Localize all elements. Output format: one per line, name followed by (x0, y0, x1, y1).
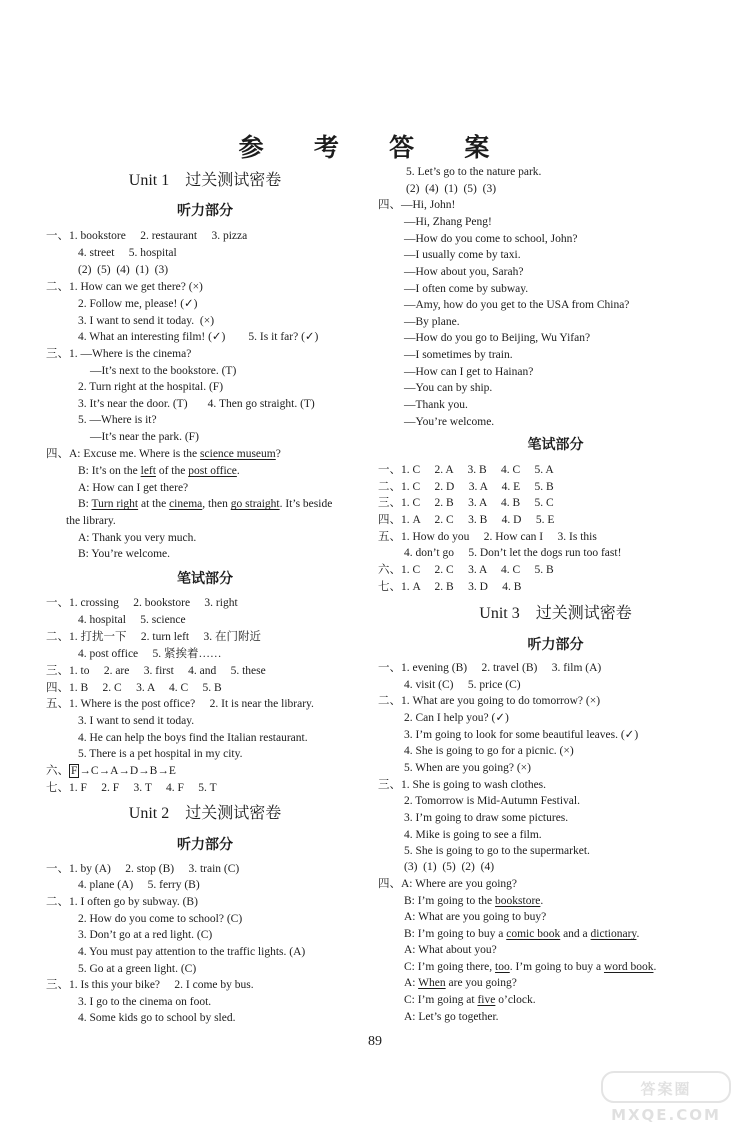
answer-line: 4. visit (C) 5. price (C) (404, 679, 521, 691)
answer-line: 二、1. 打扰一下 2. turn left 3. 在门附近 (46, 631, 261, 643)
watermark-logo (600, 1070, 732, 1126)
dialogue-line: B: I’m going to the bookstore. (404, 895, 544, 907)
answer-line: 一、1. by (A) 2. stop (B) 3. train (C) (46, 863, 240, 875)
answer-line: 二、1. How can we get there? (×) (46, 281, 203, 293)
dialogue-line: A: Let’s go together. (404, 1011, 499, 1023)
answer-line: 2. Follow me, please! (✓) (78, 298, 198, 310)
answer-line: 2. How do you come to school? (C) (78, 913, 243, 925)
dialogue-line: —I often come by subway. (404, 283, 529, 295)
answer-line: 七、1. F 2. F 3. T 4. F 5. T (46, 782, 217, 794)
dialogue-line: —How do you go to Beijing, Wu Yifan? (404, 332, 591, 344)
answer-line: 4. post office 5. 紧挨着…… (78, 648, 222, 660)
dialogue-line: C: I’m going at five o’clock. (404, 994, 536, 1006)
boxed-letter: F (71, 765, 78, 777)
answer-line: 3. It’s near the door. (T) 4. Then go straight. (T) (78, 398, 315, 410)
unit2-written-heading: 笔试部分 (527, 438, 584, 453)
answer-line: 五、1. Where is the post office? 2. It is near the library. (46, 698, 314, 710)
dialogue-line: —I usually come by taxi. (404, 249, 521, 261)
unit3-listening-heading: 听力部分 (527, 638, 584, 653)
answer-line: 4. You must pay attention to the traffic lights. (A) (78, 946, 306, 958)
answer-line: (2) (4) (1) (5) (3) (406, 183, 497, 195)
dialogue-line: —How can I get to Hainan? (404, 366, 534, 378)
answer-line: 三、1. to 2. are 3. first 4. and 5. these (46, 665, 266, 677)
answer-line: 4. don’t go 5. Don’t let the dogs run too fast! (404, 547, 622, 559)
dialogue-line: B: Turn right at the cinema, then go straight. It’s beside (78, 498, 333, 510)
answer-line: 2. Tomorrow is Mid-Autumn Festival. (404, 795, 580, 807)
answer-line: 三、1. Is this your bike? 2. I come by bus. (46, 979, 254, 991)
unit3-heading: Unit 3 过关测试密卷 (479, 605, 632, 622)
answer-line: 3. I go to the cinema on foot. (78, 996, 212, 1008)
dialogue-line: 四、—Hi, John! (378, 199, 456, 211)
answer-line: 4. street 5. hospital (78, 247, 177, 259)
answer-line: 四、1. A 2. C 3. B 4. D 5. E (378, 514, 555, 526)
answer-line: 一、1. evening (B) 2. travel (B) 3. film (A) (378, 662, 602, 674)
dialogue-line: A: How can I get there? (78, 482, 189, 494)
answer-line: 5. She is going to go to the supermarket. (404, 845, 590, 857)
answer-line: 4. What an interesting film! (✓) 5. Is it far? (✓) (78, 331, 319, 343)
dialogue-line: —I sometimes by train. (404, 349, 513, 361)
dialogue-line: B: I’m going to buy a comic book and a dictionary. (404, 928, 640, 940)
answer-line: 六、1. C 2. C 3. A 4. C 5. B (378, 564, 554, 576)
answer-line: 六、 F →C→A→D→B→E (46, 765, 176, 777)
dialogue-line: 四、A: Where are you going? (378, 878, 518, 890)
watermark-url: MXQE.COM (611, 1106, 721, 1124)
dialogue-line: B: It’s on the left of the post office. (78, 465, 240, 477)
answer-line: 2. Can I help you? (✓) (404, 712, 509, 724)
dialogue-line: —How do you come to school, John? (404, 233, 578, 245)
answer-line: 一、1. C 2. A 3. B 4. C 5. A (378, 464, 554, 476)
dialogue-line: —You’re welcome. (404, 416, 495, 428)
answer-line: 一、1. crossing 2. bookstore 3. right (46, 597, 238, 609)
answer-line: 5. Let’s go to the nature park. (406, 166, 542, 178)
unit1-heading: Unit 1 过关测试密卷 (128, 172, 282, 189)
answer-line: 4. plane (A) 5. ferry (B) (78, 879, 200, 891)
dialogue-line: —By plane. (404, 316, 460, 328)
answer-line: 5. Go at a green light. (C) (78, 963, 197, 975)
page-number: 89 (368, 1034, 382, 1049)
answer-line: 3. I want to send it today. (78, 715, 195, 727)
watermark-chars: 答案圈 (640, 1080, 692, 1098)
answer-line: 三、1. —Where is the cinema? (46, 348, 192, 360)
answer-line: 3. I’m going to look for some beautiful leaves. (✓) (404, 729, 639, 741)
answer-line: 五、1. How do you 2. How can I 3. Is this (378, 531, 597, 543)
dialogue-line: A: When are you going? (404, 977, 517, 989)
answer-line: 二、1. What are you going to do tomorrow? (×) (378, 695, 601, 707)
answer-line: 2. Turn right at the hospital. (F) (78, 381, 224, 393)
answer-line: —It’s near the park. (F) (90, 431, 199, 443)
dialogue-line: —Thank you. (404, 399, 468, 411)
dialogue-line: —Amy, how do you get to the USA from China? (404, 299, 630, 311)
page-title: 参 考 答 案 (238, 135, 512, 162)
answer-line: 4. He can help the boys find the Italian restaurant. (78, 732, 308, 744)
dialogue-line: 四、A: Excuse me. Where is the science museum? (46, 448, 281, 460)
dialogue-line: —How about you, Sarah? (404, 266, 524, 278)
dialogue-line: the library. (66, 515, 116, 527)
answer-line: 三、1. She is going to wash clothes. (378, 779, 547, 791)
answer-line: 5. When are you going? (×) (404, 762, 531, 774)
dialogue-line: —Hi, Zhang Peng! (404, 216, 492, 228)
dialogue-line: A: Thank you very much. (78, 532, 197, 544)
answer-line: 四、1. B 2. C 3. A 4. C 5. B (46, 682, 222, 694)
answer-line: (3) (1) (5) (2) (4) (404, 861, 495, 873)
unit1-written-heading: 笔试部分 (177, 572, 233, 587)
answer-line: 二、1. C 2. D 3. A 4. E 5. B (378, 481, 554, 493)
dialogue-line: —You can by ship. (404, 382, 493, 394)
answer-line: 3. I’m going to draw some pictures. (404, 812, 569, 824)
answer-line: 4. Mike is going to see a film. (404, 829, 542, 841)
dialogue-line: A: What are you going to buy? (404, 911, 547, 923)
unit2-heading: Unit 2 过关测试密卷 (128, 805, 282, 822)
answer-line: (2) (5) (4) (1) (3) (78, 264, 169, 276)
answer-line: 3. Don’t go at a red light. (C) (78, 929, 213, 941)
dialogue-line: B: You’re welcome. (78, 548, 170, 560)
dialogue-line: A: What about you? (404, 944, 497, 956)
answer-line: 4. She is going to go for a picnic. (×) (404, 745, 574, 757)
answer-line: 三、1. C 2. B 3. A 4. B 5. C (378, 497, 554, 509)
answer-line: 4. hospital 5. science (78, 614, 186, 626)
answer-line: 二、1. I often go by subway. (B) (46, 896, 198, 908)
answer-line: 4. Some kids go to school by sled. (78, 1012, 236, 1024)
answer-line: 一、1. bookstore 2. restaurant 3. pizza (46, 230, 248, 242)
answer-line: 3. I want to send it today. (×) (78, 315, 215, 327)
answer-line: 5. There is a pet hospital in my city. (78, 748, 243, 760)
unit2-listening-heading: 听力部分 (177, 838, 233, 853)
answer-line: 七、1. A 2. B 3. D 4. B (378, 581, 522, 593)
answer-line: 5. —Where is it? (78, 414, 157, 426)
answer-line: —It’s next to the bookstore. (T) (90, 365, 237, 377)
unit1-listening-heading: 听力部分 (177, 204, 233, 219)
dialogue-line: C: I’m going there, too. I’m going to buy a word book. (404, 961, 657, 973)
